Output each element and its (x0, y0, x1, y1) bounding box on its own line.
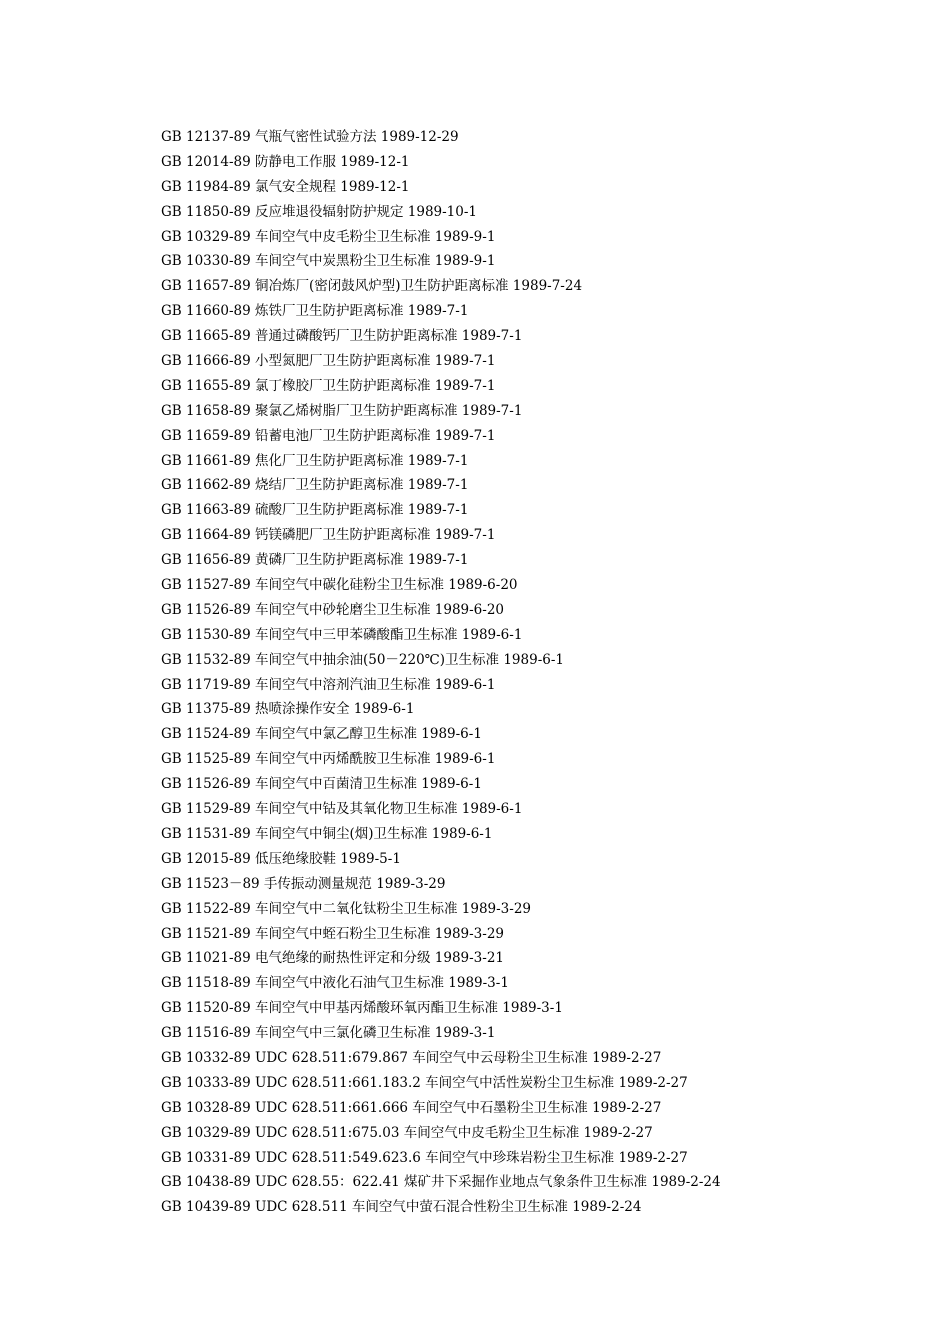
standard-entry: GB 11663-89 硫酸厂卫生防护距离标准 1989-7-1 (161, 502, 469, 519)
standard-entry: GB 11719-89 车间空气中溶剂汽油卫生标准 1989-6-1 (161, 676, 496, 693)
standard-entry: GB 10331-89 UDC 628.511:549.623.6 车间空气中珍珠岩粉尘卫生标准 1989-2-27 (161, 1149, 688, 1166)
standards-list (161, 127, 921, 1222)
standard-entry: GB 11659-89 铅蓄电池厂卫生防护距离标准 1989-7-1 (161, 427, 496, 444)
standard-entry: GB 11657-89 铜冶炼厂(密闭鼓风炉型)卫生防护距离标准 1989-7-24 (161, 278, 583, 295)
standard-entry: GB 11516-89 车间空气中三氯化磷卫生标准 1989-3-1 (161, 1025, 496, 1042)
standard-entry: GB 11662-89 烧结厂卫生防护距离标准 1989-7-1 (161, 477, 469, 494)
standard-entry: GB 10438-89 UDC 628.55：622.41 煤矿井下采掘作业地点气象条件卫生标准 1989-2-24 (161, 1174, 721, 1191)
standard-entry: GB 11664-89 钙镁磷肥厂卫生防护距离标准 1989-7-1 (161, 527, 496, 544)
standard-entry: GB 10333-89 UDC 628.511:661.183.2 车间空气中活性炭粉尘卫生标准 1989-2-27 (161, 1074, 688, 1091)
standard-entry: GB 10439-89 UDC 628.511 车间空气中萤石混合性粉尘卫生标准 1989-2-24 (161, 1199, 642, 1216)
standard-entry: GB 11655-89 氯丁橡胶厂卫生防护距离标准 1989-7-1 (161, 377, 496, 394)
standard-entry: GB 11527-89 车间空气中碳化硅粉尘卫生标准 1989-6-20 (161, 577, 518, 594)
standard-entry: GB 11660-89 炼铁厂卫生防护距离标准 1989-7-1 (161, 303, 469, 320)
standard-entry: GB 10330-89 车间空气中炭黑粉尘卫生标准 1989-9-1 (161, 253, 496, 270)
standard-entry: GB 11522-89 车间空气中二氧化钛粉尘卫生标准 1989-3-29 (161, 900, 532, 917)
standard-entry: GB 11665-89 普通过磷酸钙厂卫生防护距离标准 1989-7-1 (161, 328, 523, 345)
standard-entry: GB 10332-89 UDC 628.511:679.867 车间空气中云母粉尘卫生标准 1989-2-27 (161, 1049, 662, 1066)
standard-entry: GB 10328-89 UDC 628.511:661.666 车间空气中石墨粉尘卫生标准 1989-2-27 (161, 1099, 662, 1116)
standard-entry: GB 11518-89 车间空气中液化石油气卫生标准 1989-3-1 (161, 975, 509, 992)
standard-entry: GB 11530-89 车间空气中三甲苯磷酸酯卫生标准 1989-6-1 (161, 626, 523, 643)
standard-entry: GB 12015-89 低压绝缘胶鞋 1989-5-1 (161, 850, 401, 867)
standard-entry: GB 11666-89 小型氮肥厂卫生防护距离标准 1989-7-1 (161, 353, 496, 370)
standard-entry: GB 11521-89 车间空气中蛭石粉尘卫生标准 1989-3-29 (161, 925, 505, 942)
standard-entry: GB 11021-89 电气绝缘的耐热性评定和分级 1989-3-21 (161, 950, 505, 967)
standard-entry: GB 12137-89 气瓶气密性试验方法 1989-12-29 (161, 129, 459, 145)
standard-entry: GB 11658-89 聚氯乙烯树脂厂卫生防护距离标准 1989-7-1 (161, 402, 523, 419)
standard-entry: GB 11529-89 车间空气中钴及其氧化物卫生标准 1989-6-1 (161, 801, 523, 818)
standard-entry: GB 11531-89 车间空气中铜尘(烟)卫生标准 1989-6-1 (161, 825, 493, 842)
standard-entry: GB 11525-89 车间空气中丙烯酰胺卫生标准 1989-6-1 (161, 751, 496, 768)
standard-entry: GB 12014-89 防静电工作服 1989-12-1 (161, 153, 410, 170)
standard-entry: GB 11532-89 车间空气中抽余油(50－220℃)卫生标准 1989-6-1 (161, 651, 565, 668)
standard-entry: GB 11984-89 氯气安全规程 1989-12-1 (161, 178, 410, 195)
standard-entry: GB 11523－89 手传振动测量规范 1989-3-29 (161, 875, 446, 892)
standard-entry: GB 11375-89 热喷涂操作安全 1989-6-1 (161, 701, 415, 718)
standard-entry: GB 11524-89 车间空气中氯乙醇卫生标准 1989-6-1 (161, 726, 482, 743)
standard-entry: GB 10329-89 UDC 628.511:675.03 车间空气中皮毛粉尘卫生标准 1989-2-27 (161, 1124, 653, 1141)
standard-entry: GB 11526-89 车间空气中砂轮磨尘卫生标准 1989-6-20 (161, 601, 505, 618)
standard-entry: GB 11661-89 焦化厂卫生防护距离标准 1989-7-1 (161, 452, 469, 469)
standard-entry: GB 11656-89 黄磷厂卫生防护距离标准 1989-7-1 (161, 552, 469, 569)
standard-entry: GB 11526-89 车间空气中百菌清卫生标准 1989-6-1 (161, 776, 482, 793)
standard-entry: GB 11850-89 反应堆退役辐射防护规定 1989-10-1 (161, 203, 478, 220)
standard-entry: GB 10329-89 车间空气中皮毛粉尘卫生标准 1989-9-1 (161, 228, 496, 245)
standard-entry: GB 11520-89 车间空气中甲基丙烯酸环氧丙酯卫生标准 1989-3-1 (161, 1000, 563, 1017)
